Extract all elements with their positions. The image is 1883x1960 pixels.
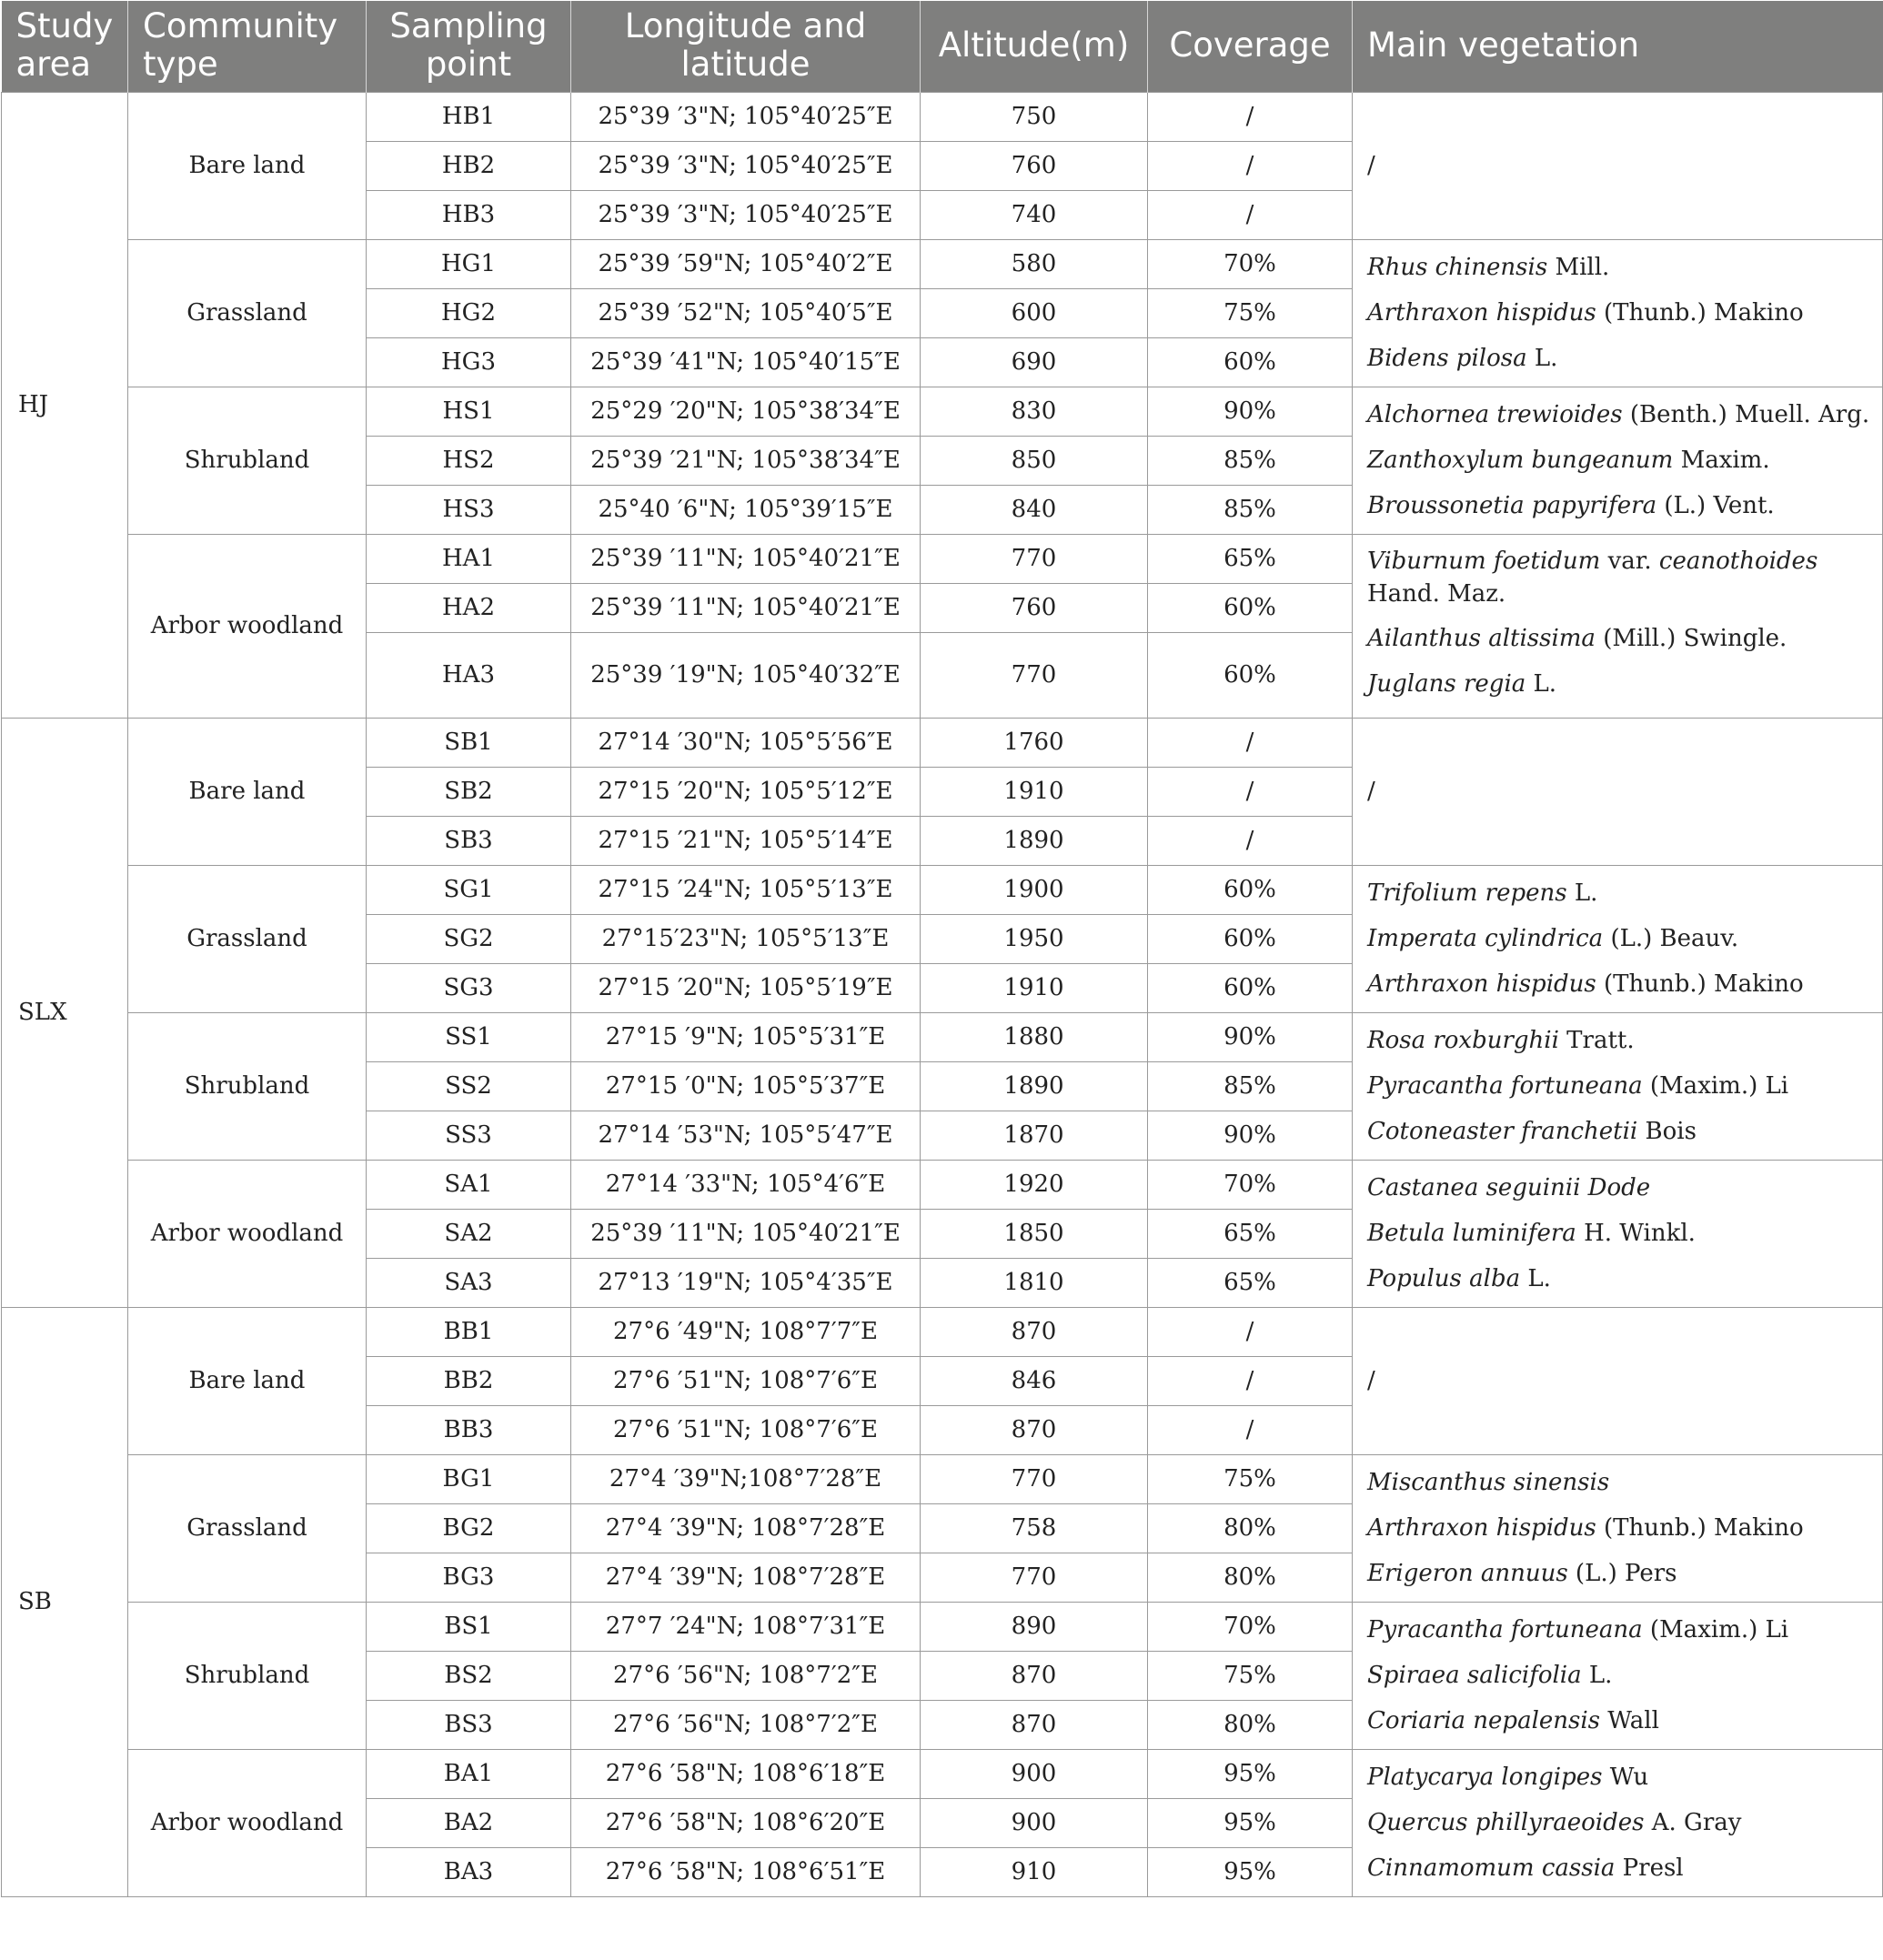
altitude-cell: 850 (921, 436, 1148, 485)
species-authority: Hand. Maz. (1367, 580, 1506, 608)
altitude-cell: 846 (921, 1356, 1148, 1405)
table-row (2, 534, 1883, 583)
vegetation-entry (1367, 143, 1875, 188)
table-row (2, 239, 1883, 288)
species-authority: Wu (1602, 1764, 1649, 1791)
altitude-cell: 760 (921, 141, 1148, 190)
species-authority: Mill. (1547, 254, 1610, 281)
coverage-cell: 60% (1148, 914, 1353, 963)
species-name: Viburnum foetidum (1367, 548, 1601, 575)
altitude-cell: 758 (921, 1503, 1148, 1553)
altitude-cell: 750 (921, 92, 1148, 141)
species-name: Populus alba (1367, 1265, 1521, 1292)
sampling-point-cell: SA1 (367, 1160, 571, 1209)
altitude-cell: 840 (921, 485, 1148, 534)
species-name: Bidens pilosa (1367, 345, 1527, 372)
lonlat-cell: 27°6 ′58"N; 108°6′18″E (571, 1749, 921, 1798)
lonlat-cell: 25°39 ′59"N; 105°40′2″E (571, 239, 921, 288)
sampling-point-cell: SS3 (367, 1111, 571, 1160)
lonlat-cell: 25°39 ′3"N; 105°40′25″E (571, 141, 921, 190)
coverage-cell: 75% (1148, 288, 1353, 337)
lonlat-cell: 27°15 ′20"N; 105°5′12″E (571, 767, 921, 816)
sampling-point-cell: BA3 (367, 1847, 571, 1896)
sampling-point-cell: BS2 (367, 1651, 571, 1700)
lonlat-cell: 27°15 ′0"N; 105°5′37″E (571, 1061, 921, 1111)
table-row (2, 1749, 1883, 1798)
vegetation-entry (1367, 437, 1875, 483)
lonlat-cell: 27°6 ′51"N; 108°7′6″E (571, 1405, 921, 1454)
lonlat-cell: 27°15 ′21"N; 105°5′14″E (571, 816, 921, 865)
sampling-point-cell: BB2 (367, 1356, 571, 1405)
species-authority: (L.) Vent. (1656, 492, 1775, 519)
coverage-cell: / (1148, 141, 1353, 190)
coverage-cell: 85% (1148, 436, 1353, 485)
header-study-area: Study area (2, 1, 128, 92)
table-row (2, 1454, 1883, 1503)
lonlat-cell: 27°6 ′49"N; 108°7′7″E (571, 1307, 921, 1356)
species-name: Betula luminifera (1367, 1220, 1576, 1247)
species-authority: Bois (1637, 1118, 1697, 1145)
sampling-point-cell: SS2 (367, 1061, 571, 1111)
species-authority: Tratt. (1558, 1027, 1635, 1054)
vegetation-entry (1367, 1653, 1875, 1698)
table-row (2, 1160, 1883, 1209)
species-authority: / (1367, 1367, 1375, 1394)
header-main-vegetation: Main vegetation (1353, 1, 1883, 92)
table-row (2, 1602, 1883, 1651)
lonlat-cell: 27°7 ′24"N; 108°7′31″E (571, 1602, 921, 1651)
lonlat-cell: 27°6 ′58"N; 108°6′51″E (571, 1847, 921, 1896)
community-type-cell: Bare land (128, 1307, 367, 1454)
altitude-cell: 900 (921, 1798, 1148, 1847)
species-name: Juglans regia (1367, 670, 1526, 698)
lonlat-cell: 27°15 ′9"N; 105°5′31″E (571, 1012, 921, 1061)
community-type-cell: Bare land (128, 718, 367, 865)
altitude-cell: 890 (921, 1602, 1148, 1651)
lonlat-cell: 27°14 ′33"N; 105°4′6″E (571, 1160, 921, 1209)
sampling-table (1, 1, 1883, 1897)
sampling-point-cell: SB1 (367, 718, 571, 767)
vegetation-entry (1367, 1063, 1875, 1109)
sampling-point-cell: HG2 (367, 288, 571, 337)
species-name: Zanthoxylum bungeanum (1367, 447, 1674, 474)
altitude-cell: 1890 (921, 1061, 1148, 1111)
species-name: Erigeron annuus (1367, 1560, 1568, 1587)
sampling-point-cell: HB1 (367, 92, 571, 141)
lonlat-cell: 25°39 ′11"N; 105°40′21″E (571, 534, 921, 583)
altitude-cell: 910 (921, 1847, 1148, 1896)
species-name: Arthraxon hispidus (1367, 970, 1596, 998)
altitude-cell: 1870 (921, 1111, 1148, 1160)
vegetation-entry (1367, 1211, 1875, 1256)
altitude-cell: 1900 (921, 865, 1148, 914)
vegetation-entry (1367, 1754, 1875, 1800)
lonlat-cell: 25°39 ′41"N; 105°40′15″E (571, 337, 921, 387)
coverage-cell: 80% (1148, 1700, 1353, 1749)
coverage-cell: 85% (1148, 1061, 1353, 1111)
coverage-cell: 75% (1148, 1651, 1353, 1700)
coverage-cell: / (1148, 816, 1353, 865)
sampling-point-cell: SB3 (367, 816, 571, 865)
lonlat-cell: 27°4 ′39"N; 108°7′28″E (571, 1553, 921, 1602)
coverage-cell: 65% (1148, 534, 1353, 583)
coverage-cell: 60% (1148, 632, 1353, 718)
table-row (2, 865, 1883, 914)
vegetation-entry (1367, 392, 1875, 437)
sampling-point-cell: SG1 (367, 865, 571, 914)
lonlat-cell: 27°4 ′39"N;108°7′28″E (571, 1454, 921, 1503)
community-type-cell: Grassland (128, 239, 367, 387)
species-authority: (Thunb.) Makino (1596, 970, 1804, 998)
sampling-point-cell: HA2 (367, 583, 571, 632)
species-name: Trifolium repens (1367, 879, 1567, 907)
main-vegetation-cell (1353, 387, 1883, 534)
community-type-cell: Arbor woodland (128, 1749, 367, 1896)
sampling-point-cell: BS1 (367, 1602, 571, 1651)
study-area-cell: HJ (2, 92, 128, 718)
altitude-cell: 770 (921, 632, 1148, 718)
species-name: Miscanthus sinensis (1367, 1469, 1610, 1496)
species-authority: L. (1520, 1265, 1551, 1292)
main-vegetation-cell (1353, 1012, 1883, 1160)
sampling-point-cell: HA1 (367, 534, 571, 583)
sampling-point-cell: BG2 (367, 1503, 571, 1553)
lonlat-cell: 27°15′23"N; 105°5′13″E (571, 914, 921, 963)
species-authority: Wall (1600, 1707, 1659, 1734)
altitude-cell: 1910 (921, 963, 1148, 1012)
species-name: ceanothoides (1658, 548, 1818, 575)
species-authority: L. (1581, 1662, 1613, 1689)
lonlat-cell: 25°39 ′11"N; 105°40′21″E (571, 1209, 921, 1258)
species-name: Cotoneaster franchetii (1367, 1118, 1638, 1145)
lonlat-cell: 27°15 ′20"N; 105°5′19″E (571, 963, 921, 1012)
altitude-cell: 1920 (921, 1160, 1148, 1209)
species-name: Quercus phillyraeoides (1367, 1809, 1645, 1836)
vegetation-entry (1367, 1018, 1875, 1063)
lonlat-cell: 27°13 ′19"N; 105°4′35″E (571, 1258, 921, 1307)
species-authority: / (1367, 152, 1375, 179)
altitude-cell: 1890 (921, 816, 1148, 865)
coverage-cell: 70% (1148, 1160, 1353, 1209)
lonlat-cell: 25°39 ′3"N; 105°40′25″E (571, 190, 921, 239)
sampling-point-cell: SA3 (367, 1258, 571, 1307)
vegetation-entry (1367, 1256, 1875, 1302)
lonlat-cell: 25°40 ′6"N; 105°39′15″E (571, 485, 921, 534)
species-name: Arthraxon hispidus (1367, 299, 1596, 327)
vegetation-entry (1367, 961, 1875, 1007)
coverage-cell: 60% (1148, 583, 1353, 632)
coverage-cell: / (1148, 1356, 1353, 1405)
main-vegetation-cell (1353, 1160, 1883, 1307)
vegetation-entry (1367, 870, 1875, 916)
sampling-point-cell: HA3 (367, 632, 571, 718)
altitude-cell: 870 (921, 1405, 1148, 1454)
sampling-point-cell: BB3 (367, 1405, 571, 1454)
coverage-cell: 90% (1148, 387, 1353, 436)
coverage-cell: 60% (1148, 865, 1353, 914)
main-vegetation-cell (1353, 1749, 1883, 1896)
species-name: Pyracantha fortuneana (1367, 1072, 1643, 1100)
community-type-cell: Grassland (128, 1454, 367, 1602)
main-vegetation-cell (1353, 239, 1883, 387)
lonlat-cell: 27°6 ′58"N; 108°6′20″E (571, 1798, 921, 1847)
vegetation-entry (1367, 1800, 1875, 1845)
lonlat-cell: 27°6 ′51"N; 108°7′6″E (571, 1356, 921, 1405)
species-authority: H. Winkl. (1576, 1220, 1696, 1247)
table-row (2, 92, 1883, 141)
main-vegetation-cell (1353, 1454, 1883, 1602)
species-name: Imperata cylindrica (1367, 925, 1604, 952)
altitude-cell: 830 (921, 387, 1148, 436)
lonlat-cell: 27°4 ′39"N; 108°7′28″E (571, 1503, 921, 1553)
lonlat-cell: 27°14 ′53"N; 105°5′47″E (571, 1111, 921, 1160)
coverage-cell: / (1148, 1307, 1353, 1356)
species-name: Alchornea trewioides (1367, 401, 1623, 428)
coverage-cell: / (1148, 1405, 1353, 1454)
sampling-point-cell: BG3 (367, 1553, 571, 1602)
species-authority: (L.) Beauv. (1603, 925, 1739, 952)
vegetation-entry (1367, 616, 1875, 661)
lonlat-cell: 27°6 ′56"N; 108°7′2″E (571, 1700, 921, 1749)
sampling-point-cell: BG1 (367, 1454, 571, 1503)
species-authority: Presl (1615, 1854, 1684, 1882)
vegetation-entry (1367, 483, 1875, 528)
species-name: Castanea seguinii Dode (1367, 1174, 1651, 1201)
study-area-cell: SB (2, 1307, 128, 1896)
coverage-cell: 70% (1148, 239, 1353, 288)
vegetation-entry (1367, 1505, 1875, 1551)
vegetation-entry (1367, 769, 1875, 814)
community-type-cell: Shrubland (128, 1012, 367, 1160)
species-name: Ailanthus altissima (1367, 625, 1596, 652)
vegetation-entry (1367, 661, 1875, 707)
vegetation-entry (1367, 1698, 1875, 1744)
header-lonlat: Longitude and latitude (571, 1, 921, 92)
coverage-cell: 85% (1148, 485, 1353, 534)
vegetation-entry (1367, 1551, 1875, 1596)
lonlat-cell: 25°39 ′3"N; 105°40′25″E (571, 92, 921, 141)
vegetation-entry (1367, 1165, 1875, 1211)
species-name: Rhus chinensis (1367, 254, 1548, 281)
header-sampling-point: Sampling point (367, 1, 571, 92)
lonlat-cell: 25°39 ′52"N; 105°40′5″E (571, 288, 921, 337)
species-name: Broussonetia papyrifera (1367, 492, 1657, 519)
species-authority: (Maxim.) Li (1642, 1072, 1789, 1100)
community-type-cell: Shrubland (128, 387, 367, 534)
vegetation-entry (1367, 1358, 1875, 1403)
vegetation-entry (1367, 1460, 1875, 1505)
sampling-point-cell: BA2 (367, 1798, 571, 1847)
altitude-cell: 870 (921, 1700, 1148, 1749)
species-name: Platycarya longipes (1367, 1764, 1603, 1791)
coverage-cell: 95% (1148, 1749, 1353, 1798)
community-type-cell: Grassland (128, 865, 367, 1012)
header-community-type: Community type (128, 1, 367, 92)
table-row (2, 1012, 1883, 1061)
community-type-cell: Shrubland (128, 1602, 367, 1749)
species-authority: var. (1600, 548, 1659, 575)
species-authority: (Maxim.) Li (1642, 1616, 1789, 1643)
sampling-point-cell: HB2 (367, 141, 571, 190)
lonlat-cell: 25°39 ′11"N; 105°40′21″E (571, 583, 921, 632)
altitude-cell: 1950 (921, 914, 1148, 963)
lonlat-cell: 27°14 ′30"N; 105°5′56″E (571, 718, 921, 767)
vegetation-entry (1367, 1845, 1875, 1891)
coverage-cell: / (1148, 767, 1353, 816)
coverage-cell: / (1148, 92, 1353, 141)
altitude-cell: 770 (921, 534, 1148, 583)
main-vegetation-cell (1353, 865, 1883, 1012)
coverage-cell: 80% (1148, 1503, 1353, 1553)
sampling-point-cell: BA1 (367, 1749, 571, 1798)
sampling-point-cell: HG1 (367, 239, 571, 288)
community-type-cell: Bare land (128, 92, 367, 239)
header-row (2, 1, 1883, 92)
altitude-cell: 870 (921, 1651, 1148, 1700)
sampling-point-cell: BB1 (367, 1307, 571, 1356)
species-authority: (Thunb.) Makino (1596, 299, 1804, 327)
lonlat-cell: 27°6 ′56"N; 108°7′2″E (571, 1651, 921, 1700)
altitude-cell: 870 (921, 1307, 1148, 1356)
community-type-cell: Arbor woodland (128, 1160, 367, 1307)
altitude-cell: 1810 (921, 1258, 1148, 1307)
coverage-cell: 60% (1148, 337, 1353, 387)
coverage-cell: 90% (1148, 1111, 1353, 1160)
lonlat-cell: 25°39 ′21"N; 105°38′34″E (571, 436, 921, 485)
lonlat-cell: 25°29 ′20"N; 105°38′34″E (571, 387, 921, 436)
vegetation-entry (1367, 245, 1875, 290)
community-type-cell: Arbor woodland (128, 534, 367, 718)
coverage-cell: 65% (1148, 1209, 1353, 1258)
species-authority: (Thunb.) Makino (1596, 1514, 1804, 1542)
sampling-point-cell: SG3 (367, 963, 571, 1012)
table-row (2, 1307, 1883, 1356)
coverage-cell: / (1148, 718, 1353, 767)
altitude-cell: 770 (921, 1553, 1148, 1602)
sampling-point-cell: SS1 (367, 1012, 571, 1061)
main-vegetation-cell (1353, 92, 1883, 239)
species-authority: (Benth.) Muell. Arg. (1622, 401, 1870, 428)
species-name: Coriaria nepalensis (1367, 1707, 1601, 1734)
altitude-cell: 760 (921, 583, 1148, 632)
sampling-point-cell: SB2 (367, 767, 571, 816)
vegetation-entry (1367, 916, 1875, 961)
species-name: Spiraea salicifolia (1367, 1662, 1582, 1689)
altitude-cell: 1850 (921, 1209, 1148, 1258)
main-vegetation-cell (1353, 1307, 1883, 1454)
sampling-point-cell: HG3 (367, 337, 571, 387)
altitude-cell: 580 (921, 239, 1148, 288)
altitude-cell: 690 (921, 337, 1148, 387)
coverage-cell: 65% (1148, 1258, 1353, 1307)
species-name: Arthraxon hispidus (1367, 1514, 1596, 1542)
coverage-cell: 70% (1148, 1602, 1353, 1651)
table-row (2, 387, 1883, 436)
species-authority: (Mill.) Swingle. (1595, 625, 1787, 652)
main-vegetation-cell (1353, 1602, 1883, 1749)
sampling-point-cell: BS3 (367, 1700, 571, 1749)
coverage-cell: 95% (1148, 1798, 1353, 1847)
coverage-cell: 90% (1148, 1012, 1353, 1061)
species-authority: (L.) Pers (1567, 1560, 1677, 1587)
coverage-cell: 60% (1148, 963, 1353, 1012)
sampling-point-cell: HS2 (367, 436, 571, 485)
table-body (2, 92, 1883, 1896)
species-authority: Maxim. (1673, 447, 1770, 474)
species-authority: L. (1566, 879, 1598, 907)
altitude-cell: 770 (921, 1454, 1148, 1503)
species-name: Rosa roxburghii (1367, 1027, 1559, 1054)
main-vegetation-cell (1353, 718, 1883, 865)
header-coverage: Coverage (1148, 1, 1353, 92)
table-row (2, 718, 1883, 767)
vegetation-entry (1367, 1607, 1875, 1653)
species-authority: L. (1526, 345, 1558, 372)
coverage-cell: / (1148, 190, 1353, 239)
header-altitude: Altitude(m) (921, 1, 1148, 92)
species-authority: A. Gray (1644, 1809, 1742, 1836)
altitude-cell: 1880 (921, 1012, 1148, 1061)
species-authority: / (1367, 778, 1375, 805)
vegetation-entry (1367, 545, 1875, 610)
coverage-cell: 80% (1148, 1553, 1353, 1602)
sampling-point-cell: HB3 (367, 190, 571, 239)
species-authority: L. (1526, 670, 1557, 698)
species-name: Cinnamomum cassia (1367, 1854, 1616, 1882)
altitude-cell: 600 (921, 288, 1148, 337)
coverage-cell: 75% (1148, 1454, 1353, 1503)
sampling-point-cell: HS1 (367, 387, 571, 436)
altitude-cell: 1760 (921, 718, 1148, 767)
altitude-cell: 740 (921, 190, 1148, 239)
altitude-cell: 1910 (921, 767, 1148, 816)
species-name: Pyracantha fortuneana (1367, 1616, 1643, 1643)
altitude-cell: 900 (921, 1749, 1148, 1798)
sampling-point-cell: SA2 (367, 1209, 571, 1258)
study-area-cell: SLX (2, 718, 128, 1307)
sampling-point-cell: HS3 (367, 485, 571, 534)
lonlat-cell: 27°15 ′24"N; 105°5′13″E (571, 865, 921, 914)
vegetation-entry (1367, 336, 1875, 381)
vegetation-entry (1367, 290, 1875, 336)
coverage-cell: 95% (1148, 1847, 1353, 1896)
main-vegetation-cell (1353, 534, 1883, 718)
sampling-point-cell: SG2 (367, 914, 571, 963)
lonlat-cell: 25°39 ′19"N; 105°40′32″E (571, 632, 921, 718)
vegetation-entry (1367, 1109, 1875, 1154)
